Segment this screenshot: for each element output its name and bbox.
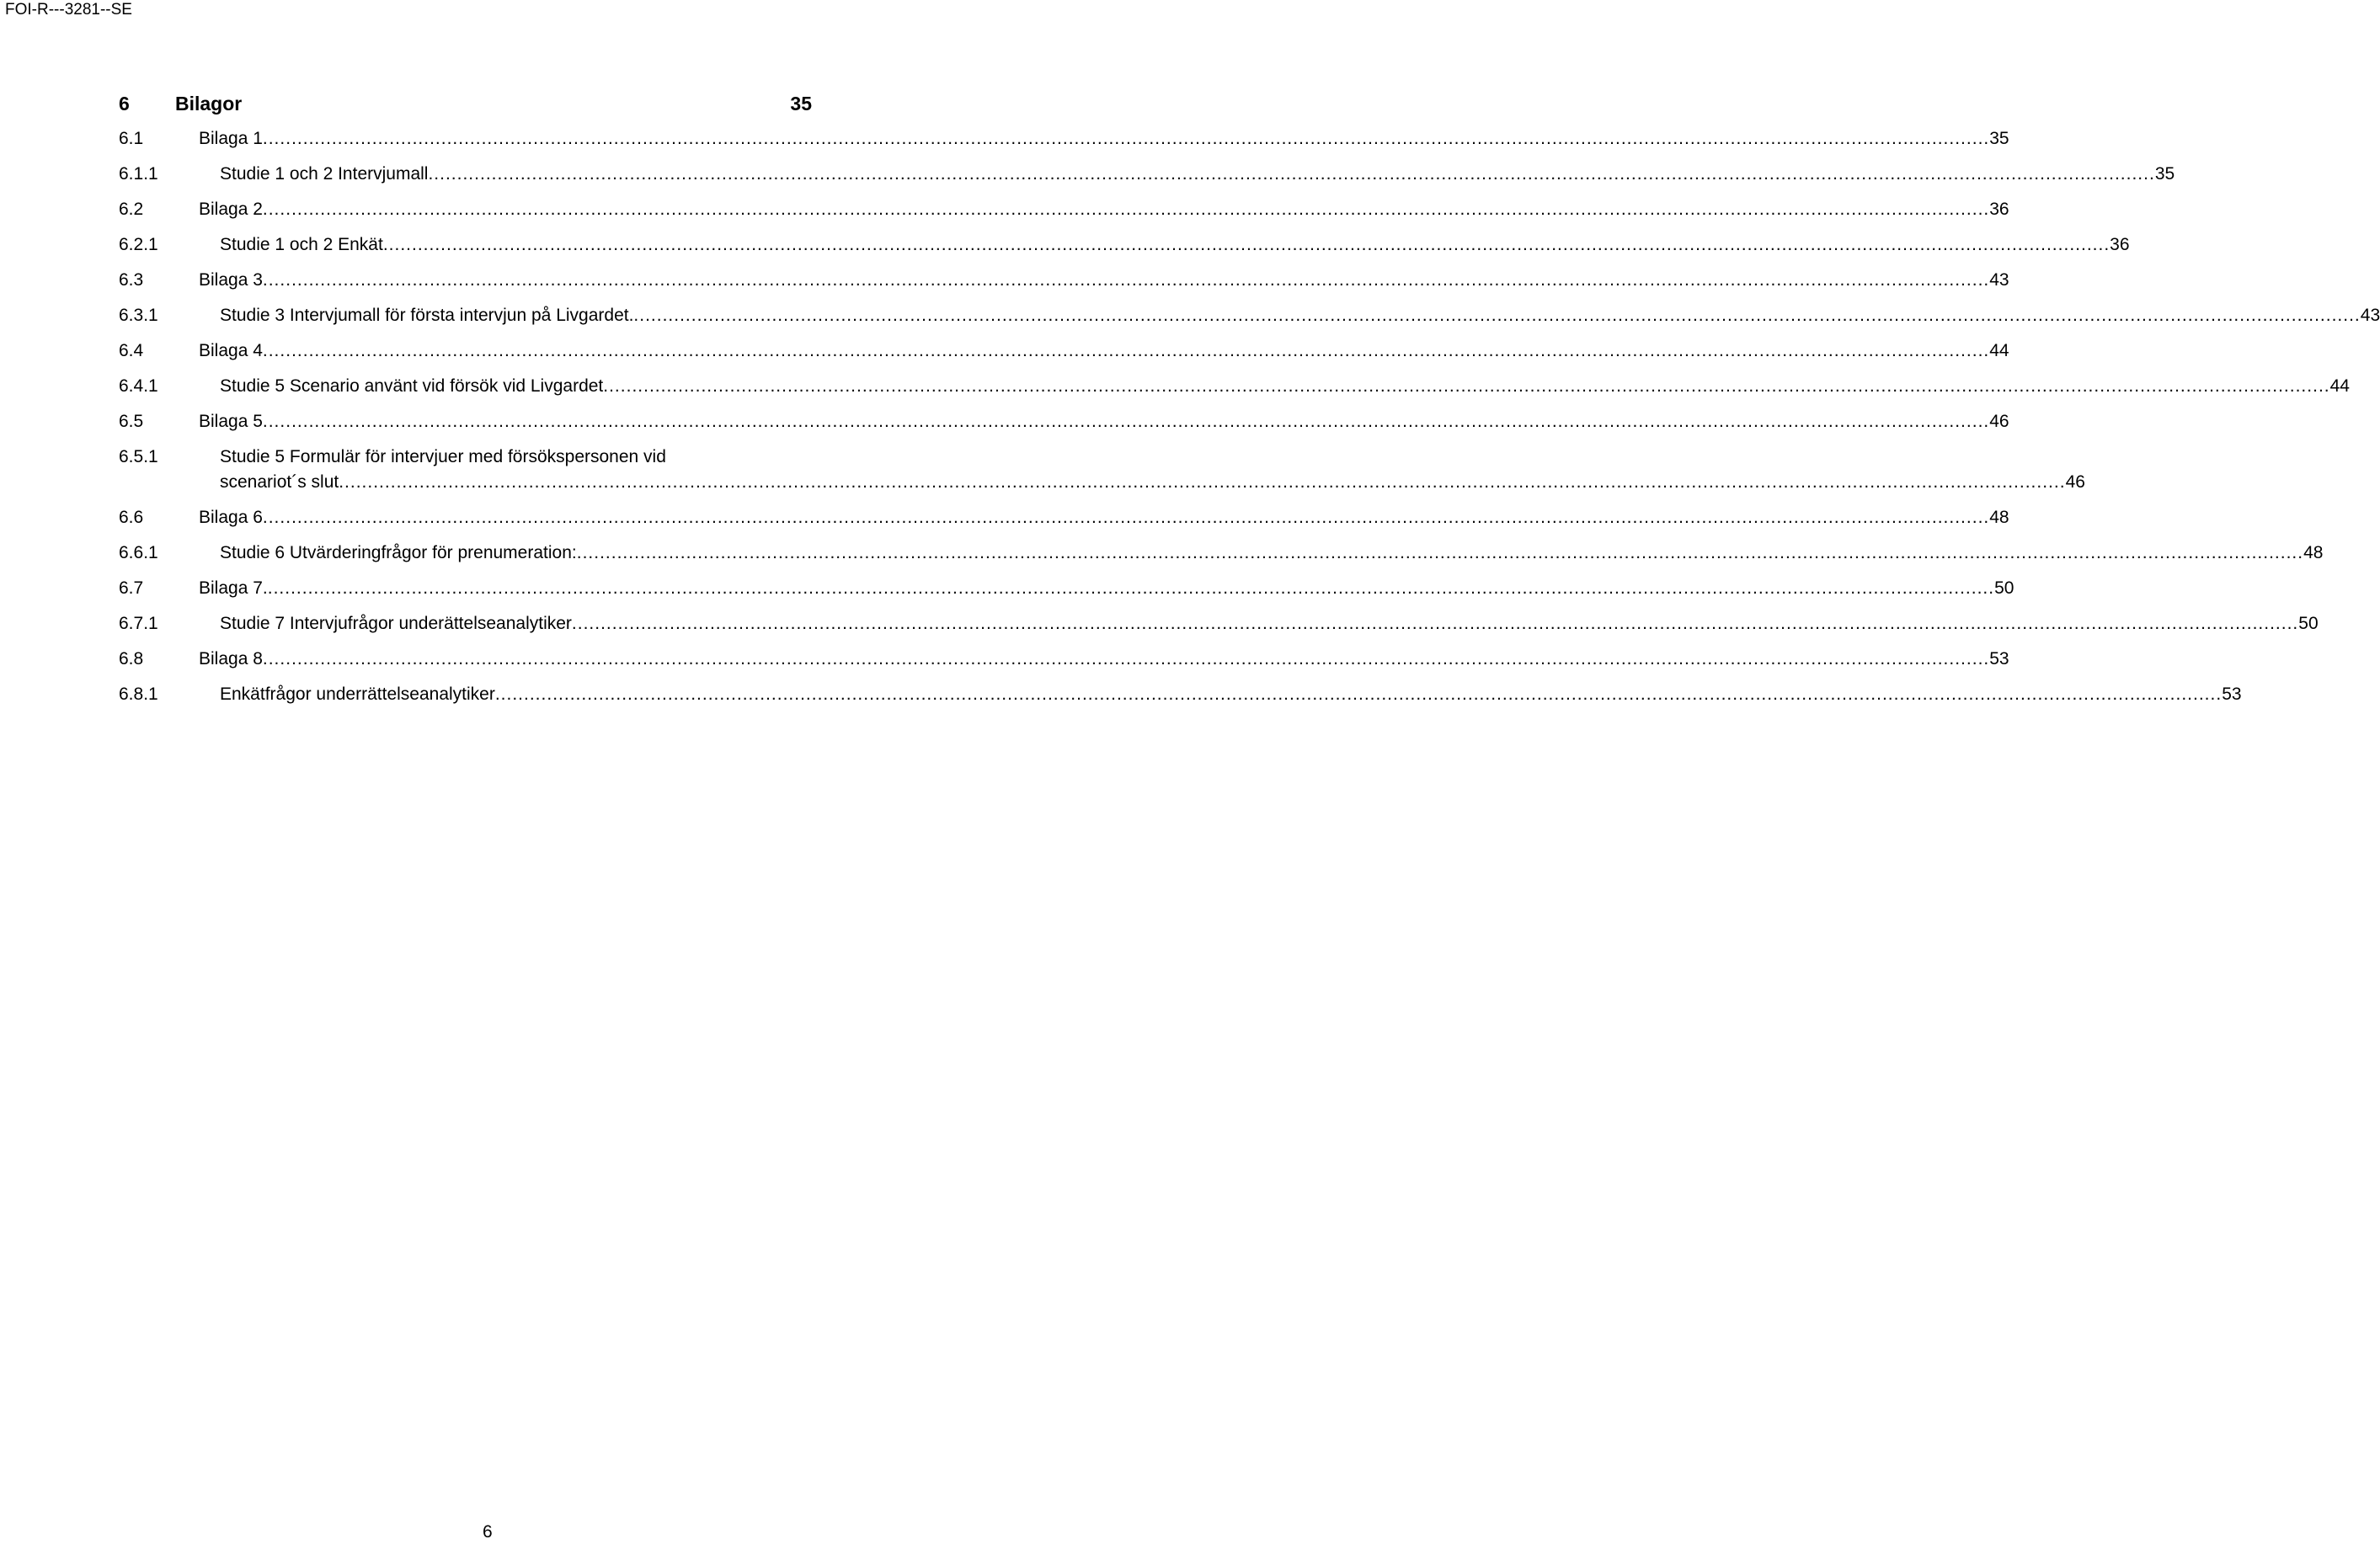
toc-entry-number: 6.4 [119,341,144,360]
toc-entry-number: 6.5.1 [119,447,158,466]
toc-entry-number: 6.3.1 [119,306,158,325]
toc-entry-number: 6.2 [119,200,144,219]
toc-entry-page: 48 [1989,508,2009,527]
dot-leader: ............................................................................................................................................................................................................................................................................................................ [262,412,1990,431]
toc-heading[interactable] [119,89,812,118]
toc-entry-title: Studie 1 och 2 Intervjumall [220,164,429,184]
toc-heading-title: Bilagor [175,93,243,115]
toc-entry-page: 46 [1989,412,2009,431]
dot-leader: ............................................................................................................................................................................................................................................................................................................ [571,614,2299,633]
toc-entry-title: Bilaga 7. [199,578,268,598]
toc-heading-page: 35 [790,93,812,115]
toc-heading-number: 6 [119,93,130,115]
toc-entry-page: 36 [1989,200,2009,219]
toc-entry-number: 6.8.1 [119,684,158,704]
toc-entry-page: 50 [2298,614,2319,633]
toc-entry-title: Studie 1 och 2 Enkät [220,235,383,254]
toc-entry-number: 6.6.1 [119,543,158,562]
toc-entry-page: 50 [1994,578,2014,598]
toc-entry-number: 6.7.1 [119,614,158,633]
toc-entry-title: Bilaga 6 [199,508,263,527]
dot-leader: ............................................................................................................................................................................................................................................................................................................ [494,684,2223,704]
toc-entry-page: 46 [2065,472,2085,492]
dot-leader: ............................................................................................................................................................................................................................................................................................................ [262,649,1990,668]
toc-entry-title: Studie 6 Utvärderingfrågor för prenumeration: [220,543,577,562]
dot-leader: ............................................................................................................................................................................................................................................................................................................ [603,376,2330,396]
toc-entry-number: 6.1.1 [119,164,158,184]
toc-entry-title: Studie 5 Scenario använt vid försök vid Livgardet [220,376,604,396]
toc-entry-page: 53 [2222,684,2242,704]
toc-entry-title: Bilaga 5 [199,412,263,431]
toc-entry-number: 6.1 [119,129,144,148]
dot-leader: ............................................................................................................................................................................................................................................................................................................ [267,578,1995,598]
toc-entry-page: 44 [1989,341,2009,360]
toc-entry-title-line-1: Studie 5 Formulär för intervjuer med försökspersonen vid [220,447,666,466]
toc-entry-title: Enkätfrågor underrättelseanalytiker [220,684,495,704]
toc-entry-number: 6.7 [119,578,144,598]
toc-entry-title: Bilaga 2 [199,200,263,219]
toc-entry-page: 44 [2329,376,2350,396]
toc-entry-page: 36 [2110,235,2130,254]
toc-entry-number: 6.4.1 [119,376,158,396]
toc-entry-page: 48 [2303,543,2324,562]
toc-entry-page: 35 [2154,164,2175,184]
toc-entry-number: 6.6 [119,508,144,527]
toc-entry-number: 6.3 [119,270,144,290]
toc-entry-number: 6.5 [119,412,144,431]
dot-leader: ............................................................................................................................................................................................................................................................................................................ [382,235,2111,254]
dot-leader: ............................................................................................................................................................................................................................................................................................................ [262,129,1990,148]
toc-entry-title: Bilaga 1 [199,129,263,148]
dot-leader: ............................................................................................................................................................................................................................................................................................................ [262,508,1990,527]
toc-entry-title: Studie 7 Intervjufrågor underättelseanalytiker [220,614,572,633]
dot-leader: ............................................................................................................................................................................................................................................................................................................ [262,341,1990,360]
dot-leader: ............................................................................................................................................................................................................................................................................................................ [339,472,2066,492]
toc-entry-title: Bilaga 3 [199,270,263,290]
toc-entry-page: 53 [1989,649,2009,668]
toc-entry-title-line-2: scenariot´s slut [220,472,339,492]
toc-entry-page: 43 [1989,270,2009,290]
toc-entry-page: 35 [1989,129,2009,148]
toc-entry-page: 43 [2360,306,2380,325]
dot-leader: ............................................................................................................................................................................................................................................................................................................ [428,164,2155,184]
dot-leader: ............................................................................................................................................................................................................................................................................................................ [262,270,1990,290]
toc-entry-title: Studie 3 Intervjumall för första intervjun på Livgardet. [220,306,634,325]
toc-entry-title: Bilaga 8 [199,649,263,668]
dot-leader: ............................................................................................................................................................................................................................................................................................................ [262,200,1990,219]
toc-entry-title: Bilaga 4 [199,341,263,360]
dot-leader: ............................................................................................................................................................................................................................................................................................................ [633,306,2361,325]
toc-entry-number: 6.8 [119,649,144,668]
dot-leader: ............................................................................................................................................................................................................................................................................................................ [576,543,2304,562]
document-id: FOI-R---3281--SE [5,1,132,19]
toc-entry-number: 6.2.1 [119,235,158,254]
page-number: 6 [483,1522,493,1542]
